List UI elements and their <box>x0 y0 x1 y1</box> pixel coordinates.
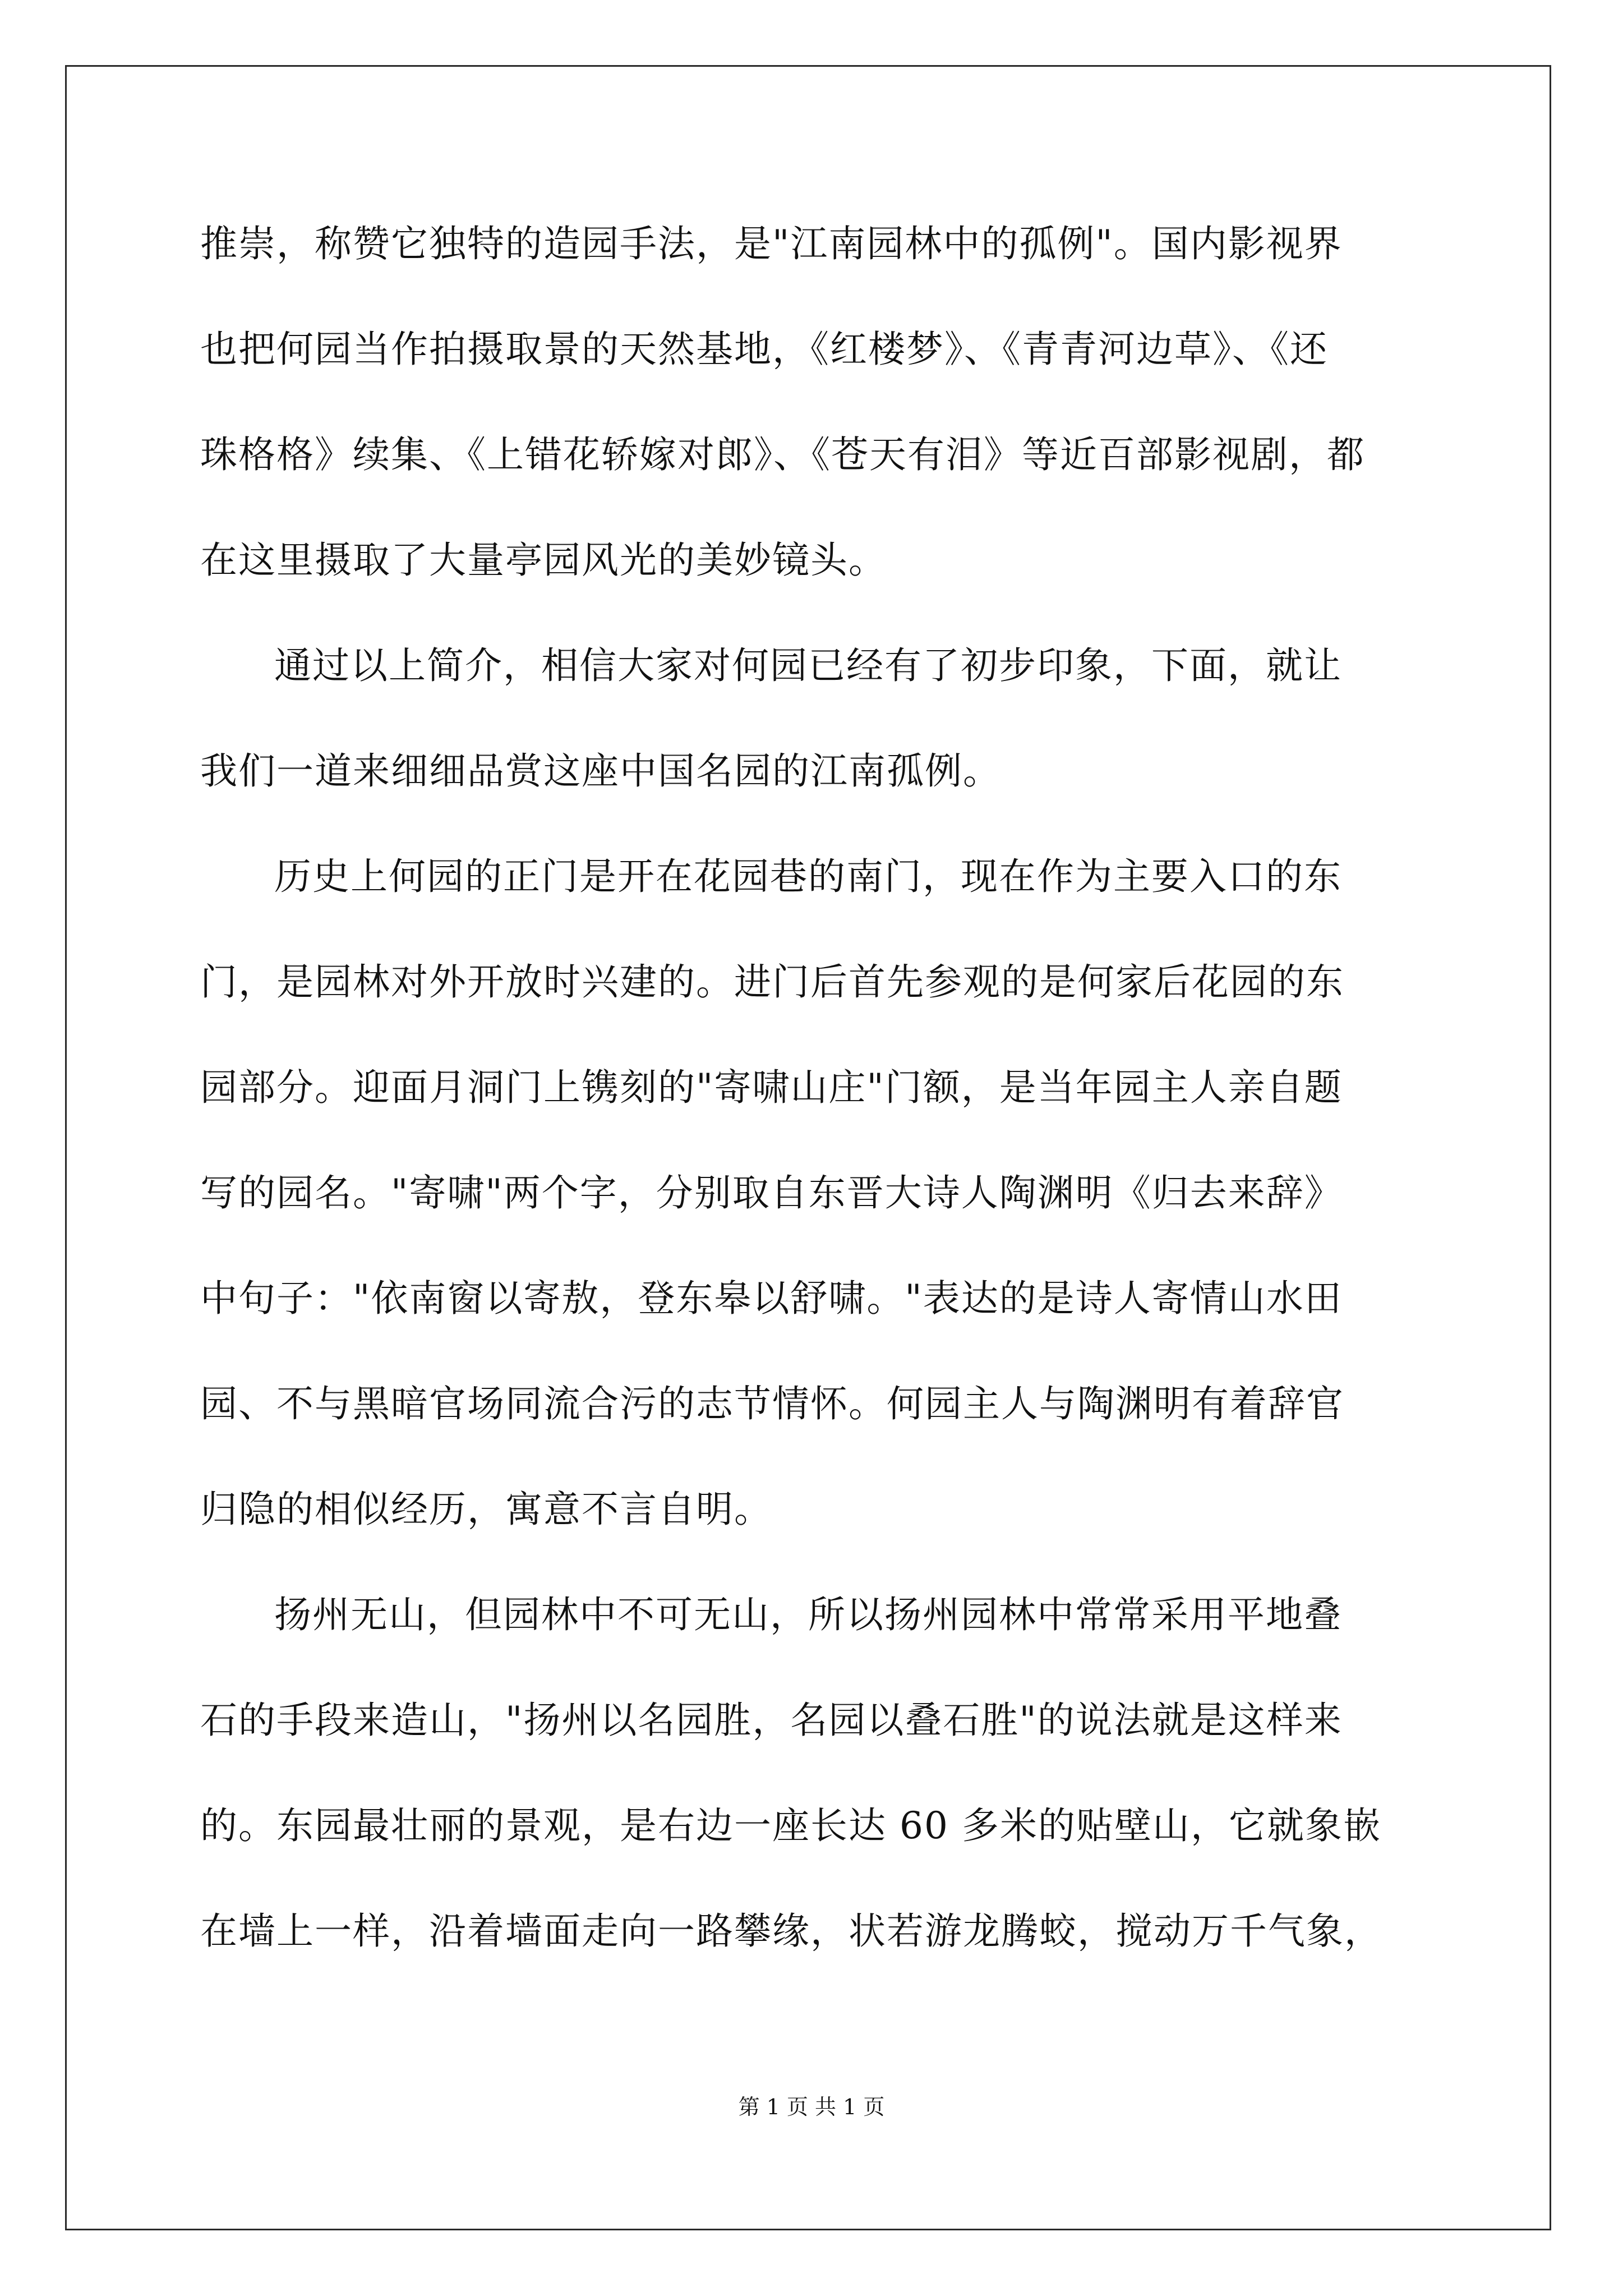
paragraph-start-line: 历史上何园的正门是开在花园巷的南门，现在作为主要入口的东 <box>274 855 1342 898</box>
text-line: 归隐的相似经历，寓意不言自明。 <box>200 1488 772 1531</box>
text-line: 在这里摄取了大量亭园风光的美妙镜头。 <box>200 539 887 582</box>
text-line: 园、不与黑暗官场同流合污的志节情怀。何园主人与陶渊明有着辞官 <box>200 1382 1344 1425</box>
page-number-footer: 第 1 页 共 1 页 <box>738 2095 885 2119</box>
text-line: 我们一道来细细品赏这座中国名园的江南孤例。 <box>200 749 1001 793</box>
text-line: 园部分。迎面月洞门上镌刻的"寄啸山庄"门额，是当年园主人亲自题 <box>200 1066 1343 1109</box>
text-line: 也把何园当作拍摄取景的天然基地，《红楼梦》、《青青河边草》、《还 <box>200 328 1328 371</box>
paragraph-start-line: 扬州无山，但园林中不可无山，所以扬州园林中常常采用平地叠 <box>274 1593 1342 1636</box>
text-line: 在墙上一样，沿着墙面走向一路攀缘，状若游龙腾蛟，搅动万千气象， <box>200 1910 1382 1953</box>
text-line: 的。东园最壮丽的景观，是右边一座长达 60 多米的贴壁山，它就象嵌 <box>200 1804 1381 1847</box>
document-body <box>200 219 1434 2012</box>
text-line: 推崇，称赞它独特的造园手法，是"江南园林中的孤例"。国内影视界 <box>200 222 1343 265</box>
paragraph-start-line: 通过以上简介，相信大家对何园已经有了初步印象，下面，就让 <box>274 644 1342 687</box>
text-line: 中句子："依南窗以寄敖，登东皋以舒啸。"表达的是诗人寄情山水田 <box>200 1277 1343 1320</box>
text-line: 珠格格》续集、《上错花轿嫁对郎》、《苍天有泪》等近百部影视剧，都 <box>200 433 1365 476</box>
text-line: 门，是园林对外开放时兴建的。进门后首先参观的是何家后花园的东 <box>200 960 1344 1004</box>
text-line: 写的园名。"寄啸"两个字，分别取自东晋大诗人陶渊明《归去来辞》 <box>200 1171 1343 1214</box>
text-line: 石的手段来造山，"扬州以名园胜，名园以叠石胜"的说法就是这样来 <box>200 1699 1343 1742</box>
